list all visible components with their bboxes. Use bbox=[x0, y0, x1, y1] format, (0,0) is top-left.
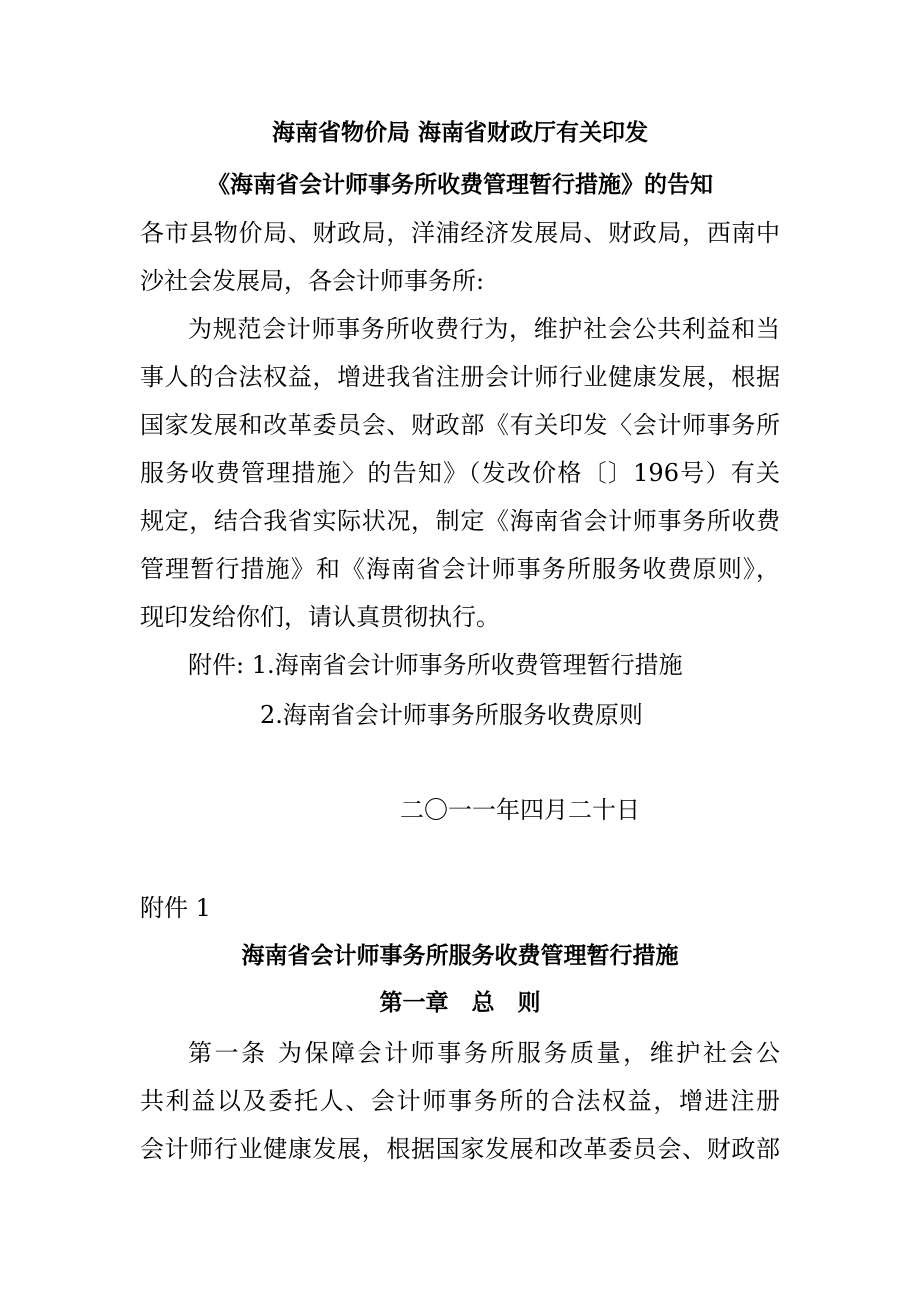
body-line: 国家发展和改革委员会、财政部《有关印发〈会计师事务所 bbox=[140, 411, 780, 439]
body-line: 第一条 为保障会计师事务所服务质量，维护社会公 bbox=[188, 1039, 780, 1067]
attachments-label: 附件: 1.海南省会计师事务所收费管理暂行措施 bbox=[188, 651, 683, 679]
notice-title-line1: 海南省物价局 海南省财政厅有关印发 bbox=[271, 120, 648, 146]
body-line: 共利益以及委托人、会计师事务所的合法权益，增进注册 bbox=[140, 1087, 780, 1115]
attachment1-title: 海南省会计师事务所服务收费管理暂行措施 bbox=[241, 943, 679, 969]
body-line: 现印发给你们，请认真贯彻执行。 bbox=[140, 603, 500, 631]
body-line: 事人的合法权益，增进我省注册会计师行业健康发展，根据 bbox=[140, 363, 780, 391]
chapter-heading: 第一章 总 则 bbox=[379, 990, 541, 1016]
notice-title-line2: 《海南省会计师事务所收费管理暂行措施》的告知 bbox=[207, 172, 713, 198]
body-line: 规定，结合我省实际状况，制定《海南省会计师事务所收费 bbox=[140, 507, 780, 535]
body-line: 为规范会计师事务所收费行为，维护社会公共利益和当 bbox=[188, 315, 780, 343]
body-line: 服务收费管理措施〉的告知》（发改价格〔〕196号）有关 bbox=[140, 459, 780, 487]
attachment-item: 2.海南省会计师事务所服务收费原则 bbox=[260, 701, 643, 729]
body-line: 管理暂行措施》和《海南省会计师事务所服务收费原则》， bbox=[140, 555, 780, 583]
addressee-line: 沙社会发展局，各会计师事务所: bbox=[140, 267, 485, 295]
body-line: 会计师行业健康发展，根据国家发展和改革委员会、财政部 bbox=[140, 1135, 780, 1163]
notice-date: 二〇一一年四月二十日 bbox=[400, 796, 640, 824]
addressee-line: 各市县物价局、财政局，洋浦经济发展局、财政局，西南中 bbox=[140, 219, 780, 247]
attachment1-label: 附件 1 bbox=[140, 894, 211, 922]
